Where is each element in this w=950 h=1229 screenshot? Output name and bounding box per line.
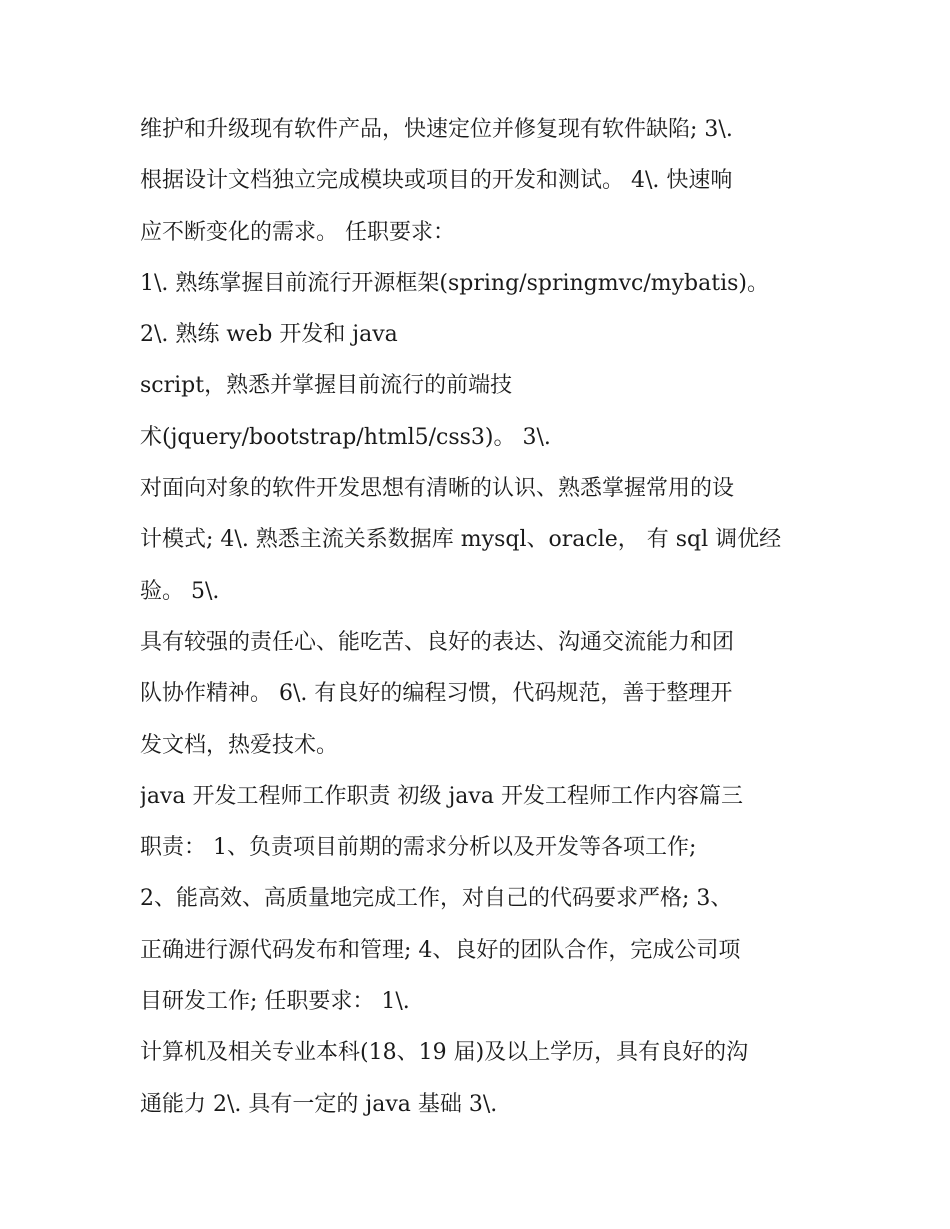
text-line: 具有较强的责任心、能吃苦、良好的表达、沟通交流能力和团: [140, 629, 735, 655]
text-line: 目研发工作; 任职要求： 1\.: [140, 989, 410, 1015]
text-line: java 开发工程师工作职责 初级 java 开发工程师工作内容篇三: [140, 783, 743, 809]
text-line: 正确进行源代码发布和管理; 4、良好的团队合作，完成公司项: [140, 937, 741, 963]
text-line: 计模式; 4\. 熟悉主流关系数据库 mysql、oracle， 有 sql 调优经: [140, 527, 782, 553]
text-line: 通能力 2\. 具有一定的 java 基础 3\.: [140, 1091, 498, 1117]
text-line: 2、能高效、高质量地完成工作，对自己的代码要求严格; 3、: [140, 886, 733, 912]
text-line: 职责： 1、负责项目前期的需求分析以及开发等各项工作;: [140, 835, 697, 861]
text-line: script，熟悉并掌握目前流行的前端技: [140, 373, 513, 399]
text-line: 1\. 熟练掌握目前流行开源框架(spring/springmvc/mybatis)。: [140, 270, 770, 296]
text-line: 维护和升级现有软件产品，快速定位并修复现有软件缺陷; 3\.: [140, 117, 733, 142]
text-line: 2\. 熟练 web 开发和 java: [140, 322, 398, 348]
text-line: 根据设计文档独立完成模块或项目的开发和测试。 4\. 快速响: [140, 168, 733, 194]
text-line: 验。 5\.: [140, 578, 220, 604]
body-text: [140, 104, 830, 1130]
text-line: 计算机及相关专业本科(18、19 届)及以上学历，具有良好的沟: [140, 1040, 749, 1066]
text-line: 术(jquery/bootstrap/html5/css3)。 3\.: [140, 424, 551, 450]
text-line: 应不断变化的需求。 任职要求：: [140, 219, 455, 245]
text-line: 发文档，热爱技术。: [140, 732, 339, 758]
text-line: 队协作精神。 6\. 有良好的编程习惯，代码规范，善于整理开: [140, 681, 733, 707]
text-line: 对面向对象的软件开发思想有清晰的认识、熟悉掌握常用的设: [140, 476, 735, 502]
